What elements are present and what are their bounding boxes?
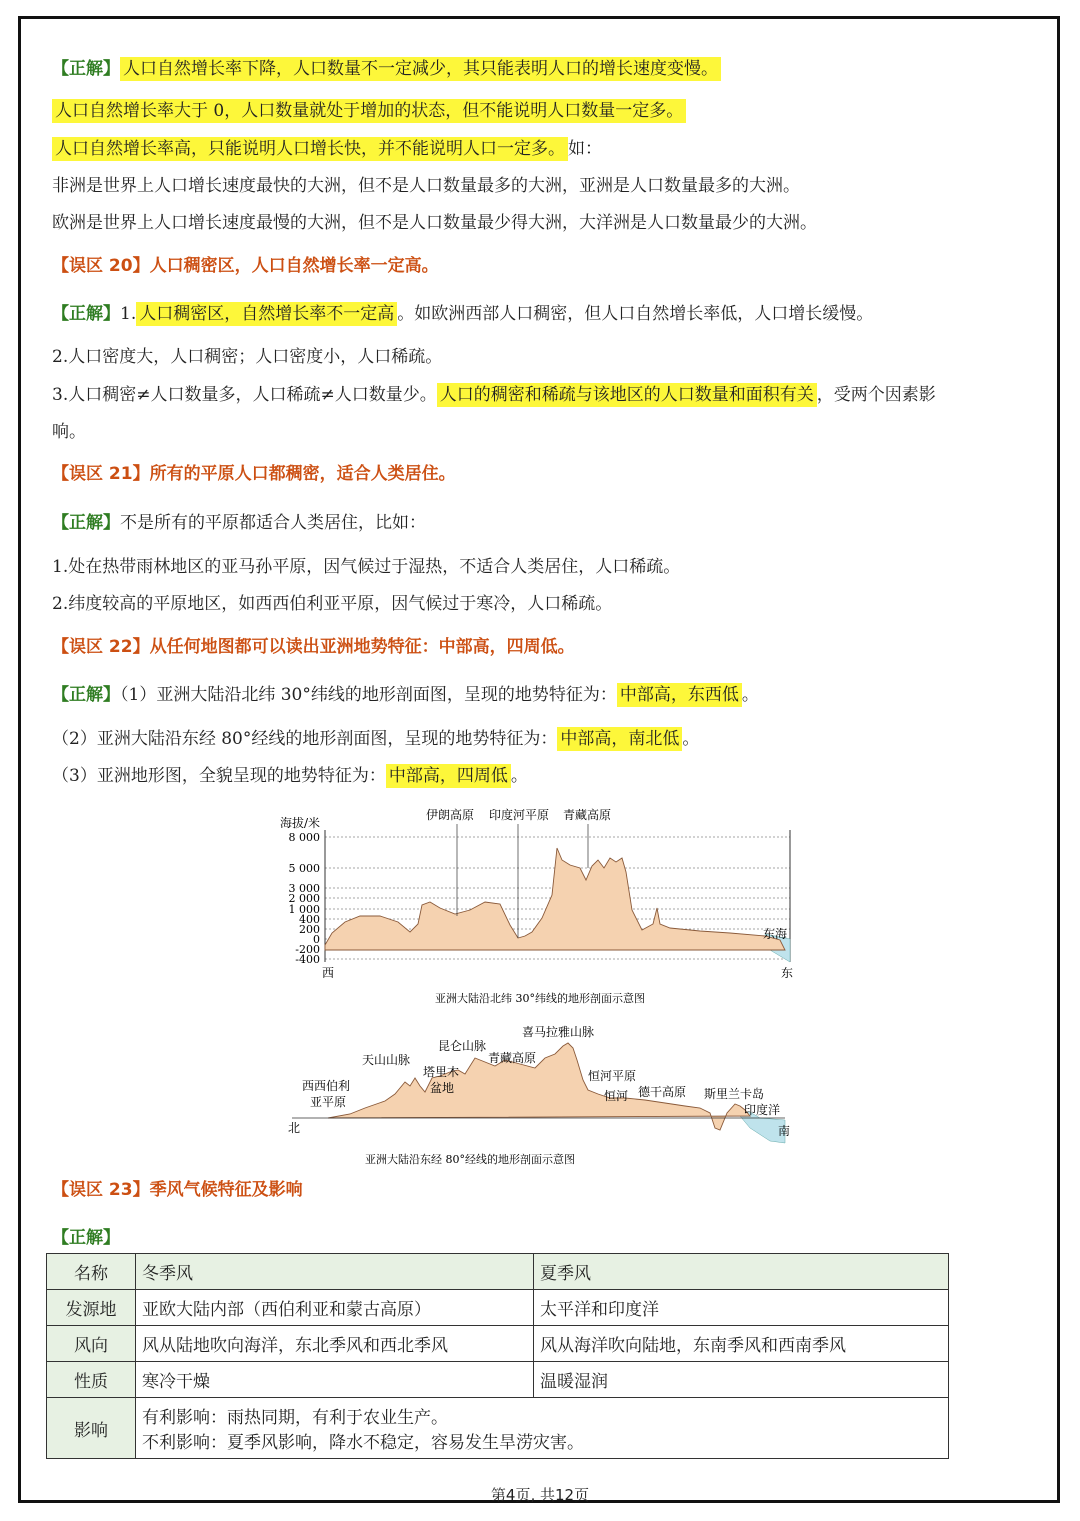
answer-line-4: 非洲是世界上人口增长速度最快的大洲，但不是人口数量最多的大洲，亚洲是人口数量最多的大洲。 bbox=[52, 176, 800, 196]
e20-line-3 bbox=[52, 383, 936, 407]
label-ganges: 恒河 bbox=[604, 1089, 629, 1103]
y-tick: 1 000 bbox=[288, 903, 320, 916]
table-cell: 发源地 bbox=[47, 1290, 136, 1326]
e20-line-1 bbox=[52, 302, 873, 326]
profile-80e-figure bbox=[280, 1018, 800, 1170]
text: 3.人口稠密≠人口数量多，人口稀疏≠人口数量少。 bbox=[52, 385, 437, 405]
text: 。 bbox=[741, 685, 759, 705]
label-indian-ocean: 印度洋 bbox=[744, 1103, 781, 1117]
text: 1. bbox=[120, 304, 137, 324]
text: 。如欧洲西部人口稠密，但人口自然增长率低，人口增长缓慢。 bbox=[397, 304, 874, 324]
highlight-text: 人口稠密区，自然增长率不一定高 bbox=[136, 302, 397, 326]
correct-tag: 【正解】 bbox=[52, 1228, 120, 1248]
e20-line-2: 2.人口密度大，人口稠密；人口密度小，人口稀疏。 bbox=[52, 347, 443, 367]
monsoon-table bbox=[46, 1253, 949, 1459]
y-tick: 8 000 bbox=[288, 831, 320, 844]
answer-line-5: 欧洲是世界上人口增长速度最慢的大洲，但不是人口数量最少得大洲，大洋洲是人口数量最少的大洲。 bbox=[52, 213, 817, 233]
label-west-siberian-1: 西西伯利 bbox=[302, 1079, 351, 1093]
table-header-cell: 夏季风 bbox=[534, 1254, 949, 1290]
y-tick: 0 bbox=[313, 933, 320, 946]
table-cell: 风从海洋吹向陆地，东南季风和西南季风 bbox=[534, 1326, 949, 1362]
impact-bad: 不利影响：夏季风影响，降水不稳定，容易发生旱涝灾害。 bbox=[142, 1433, 584, 1453]
correct-tag: 【正解】 bbox=[52, 513, 120, 533]
table-cell: 风向 bbox=[47, 1326, 136, 1362]
label-himalaya: 喜马拉雅山脉 bbox=[522, 1025, 595, 1039]
e21-line-2: 2.纬度较高的平原地区，如西西伯利亚平原，因气候过于寒冷，人口稀疏。 bbox=[52, 594, 613, 614]
table-cell: 太平洋和印度洋 bbox=[534, 1290, 949, 1326]
table-cell: 亚欧大陆内部（西伯利亚和蒙古高原） bbox=[136, 1290, 534, 1326]
answer-line-3 bbox=[52, 137, 602, 161]
label-tarim-1: 塔里木 bbox=[423, 1065, 460, 1079]
label-tibet-plateau: 青藏高原 bbox=[488, 1051, 537, 1065]
text: （1）亚洲大陆沿北纬 30°纬线的地形剖面图，呈现的地势特征为： bbox=[120, 685, 617, 705]
e22-line-2 bbox=[52, 727, 699, 751]
text: 。 bbox=[510, 766, 528, 786]
e21-line-1: 1.处在热带雨林地区的亚马孙平原，因气候过于湿热，不适合人类居住，人口稀疏。 bbox=[52, 557, 681, 577]
table-row bbox=[47, 1326, 949, 1362]
label-tarim-2: 盆地 bbox=[430, 1081, 455, 1095]
error-20-title: 【误区 20】人口稠密区，人口自然增长率一定高。 bbox=[52, 256, 439, 276]
text: ，受两个因素影 bbox=[816, 385, 936, 405]
terrain-profile bbox=[325, 848, 788, 950]
error-22-title: 【误区 22】从任何地图都可以读出亚洲地势特征：中部高，四周低。 bbox=[52, 637, 575, 657]
correct-tag: 【正解】 bbox=[52, 304, 120, 324]
e20-line-4: 响。 bbox=[52, 422, 86, 442]
label-ganges-plain: 恒河平原 bbox=[588, 1069, 637, 1083]
label-tianshan: 天山山脉 bbox=[362, 1053, 411, 1067]
table-header-row bbox=[47, 1254, 949, 1290]
label-deccan: 德干高原 bbox=[638, 1085, 687, 1099]
text: （2）亚洲大陆沿东经 80°经线的地形剖面图，呈现的地势特征为： bbox=[52, 729, 558, 749]
highlight-text: 人口自然增长率下降，人口数量不一定减少，其只能表明人口的增长速度变慢。 bbox=[120, 57, 721, 81]
y-tick: 400 bbox=[299, 913, 320, 926]
highlight-text: 中部高，南北低 bbox=[557, 727, 682, 751]
highlight-text: 人口自然增长率高，只能说明人口增长快，并不能说明人口一定多。 bbox=[52, 137, 568, 161]
page-footer: 第4页, 共12页 bbox=[490, 1486, 590, 1504]
figure-caption: 亚洲大陆沿北纬 30°纬线的地形剖面示意图 bbox=[435, 992, 645, 1005]
error-21-title: 【误区 21】所有的平原人口都稠密，适合人类居住。 bbox=[52, 464, 456, 484]
e22-line-1 bbox=[52, 683, 759, 707]
y-tick: 3 000 bbox=[288, 882, 320, 895]
table-header-cell: 冬季风 bbox=[136, 1254, 534, 1290]
east-label: 东 bbox=[781, 966, 794, 980]
text: 如： bbox=[568, 139, 602, 159]
south-label: 南 bbox=[778, 1124, 791, 1138]
highlight-text: 人口自然增长率大于 0，人口数量就处于增加的状态，但不能说明人口数量一定多。 bbox=[52, 99, 686, 123]
e21-intro bbox=[52, 511, 426, 535]
table-cell: 风从陆地吹向海洋，东北季风和西北季风 bbox=[136, 1326, 534, 1362]
impact-cell bbox=[136, 1398, 949, 1459]
table-header-cell: 名称 bbox=[47, 1254, 136, 1290]
e22-line-3 bbox=[52, 764, 528, 788]
answer-line-1 bbox=[52, 57, 721, 81]
text: （3）亚洲地形图，全貌呈现的地势特征为： bbox=[52, 766, 386, 786]
profile-30n-figure bbox=[270, 800, 810, 1012]
label-sri-lanka: 斯里兰卡岛 bbox=[704, 1087, 765, 1101]
y-tick: -400 bbox=[295, 953, 320, 966]
table-cell: 影响 bbox=[47, 1398, 136, 1459]
highlight-text: 中部高，四周低 bbox=[386, 764, 511, 788]
west-label: 西 bbox=[322, 966, 335, 980]
highlight-text: 人口的稠密和稀疏与该地区的人口数量和面积有关 bbox=[437, 383, 817, 407]
y-tick: -200 bbox=[295, 943, 320, 956]
y-tick: 200 bbox=[299, 923, 320, 936]
highlight-text: 中部高，东西低 bbox=[617, 683, 742, 707]
table-cell: 性质 bbox=[47, 1362, 136, 1398]
correct-tag: 【正解】 bbox=[52, 59, 120, 79]
y-tick: 5 000 bbox=[288, 862, 320, 875]
table-cell: 温暖湿润 bbox=[534, 1362, 949, 1398]
correct-tag: 【正解】 bbox=[52, 685, 120, 705]
table-row bbox=[47, 1290, 949, 1326]
table-cell: 寒冷干燥 bbox=[136, 1362, 534, 1398]
text: 不是所有的平原都适合人类居住，比如： bbox=[120, 513, 426, 533]
text: 。 bbox=[682, 729, 700, 749]
figure-caption: 亚洲大陆沿东经 80°经线的地形剖面示意图 bbox=[365, 1153, 575, 1166]
y-ticks bbox=[289, 831, 321, 966]
label-west-siberian-2: 亚平原 bbox=[310, 1095, 347, 1109]
north-label: 北 bbox=[288, 1121, 301, 1135]
error-23-title: 【误区 23】季风气候特征及影响 bbox=[52, 1180, 303, 1200]
e23-answer-tag bbox=[52, 1226, 120, 1250]
table-row bbox=[47, 1362, 949, 1398]
label-tibet-plateau: 青藏高原 bbox=[563, 808, 612, 822]
label-indus-plain: 印度河平原 bbox=[489, 808, 550, 822]
y-axis-label: 海拔/米 bbox=[280, 816, 321, 830]
label-iran-plateau: 伊朗高原 bbox=[426, 808, 475, 822]
table-row bbox=[47, 1398, 949, 1459]
label-kunlun: 昆仑山脉 bbox=[438, 1039, 487, 1053]
impact-good: 有利影响：雨热同期，有利于农业生产。 bbox=[142, 1408, 448, 1428]
y-tick: 2 000 bbox=[288, 892, 320, 905]
answer-line-2 bbox=[52, 99, 686, 123]
label-east-sea: 东海 bbox=[763, 927, 788, 941]
